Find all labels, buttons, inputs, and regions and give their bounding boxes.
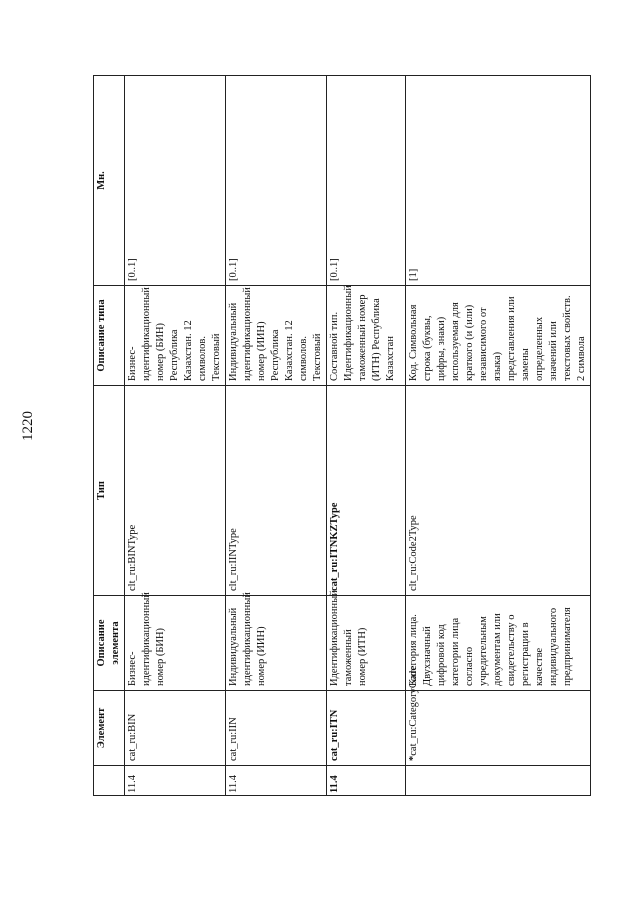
row-type: clt_ru:IINType xyxy=(226,386,327,596)
table-row xyxy=(226,76,327,796)
row-element: cat_ru:BIN xyxy=(125,691,226,766)
elements-table xyxy=(93,75,591,796)
header-element: Элемент xyxy=(94,691,125,766)
row-num xyxy=(406,766,591,796)
row-description: Идентификационный таможенный номер (ИТН) xyxy=(327,596,406,691)
row-description: Индивидуальный идентификационный номер (ИИН) xyxy=(226,596,327,691)
row-type-description: Индивидуальный идентификационный номер (ИИН) Республика Казахстан. 12 символов. Текстовый xyxy=(226,286,327,386)
row-element: cat_ru:ITN xyxy=(327,691,406,766)
row-multiplicity: [1] xyxy=(406,76,591,286)
header-type: Тип xyxy=(94,386,125,596)
row-multiplicity: [0..1] xyxy=(125,76,226,286)
row-element: cat_ru:CategoryCode xyxy=(408,665,419,756)
table-header-row xyxy=(94,76,125,796)
page-number: 1220 xyxy=(20,411,36,441)
rotated-page-content xyxy=(93,76,587,796)
row-type-description: Код. Символьная строка (буквы, цифры, знаки) используемая для краткого (и (или) независимого от языка) представления или замены определенных значений или текстовых свойств. 2 символа xyxy=(406,286,591,386)
row-type-description: Бизнес-идентификационный номер (БИН) Республика Казахстан. 12 символов. Текстовый xyxy=(125,286,226,386)
header-num xyxy=(94,766,125,796)
header-multiplicity: Мн. xyxy=(94,76,125,286)
table-row xyxy=(406,76,591,796)
table-row xyxy=(327,76,406,796)
header-type-description: Описание типа xyxy=(94,286,125,386)
row-num: 11.4 xyxy=(125,766,226,796)
row-type-description: Составной тип. Идентификационный таможенный номер (ИТН) Республика Казахстан xyxy=(327,286,406,386)
row-multiplicity: [0..1] xyxy=(226,76,327,286)
header-element-description: Описание элемента xyxy=(94,596,125,691)
row-type: clt_ru:BINType xyxy=(125,386,226,596)
row-element: cat_ru:IIN xyxy=(226,691,327,766)
row-marker: * xyxy=(408,755,419,761)
row-type: cat_ru:ITNKZType xyxy=(327,386,406,596)
row-description: Категория лица. Двухзначный цифровой код категории лица согласно учредительным документам или свидетельству о регистрации в качестве индивидуального предпринимателя xyxy=(406,596,591,691)
table-row xyxy=(125,76,226,796)
row-num: 11.4 xyxy=(327,766,406,796)
row-description: Бизнес-идентификационный номер (БИН) xyxy=(125,596,226,691)
row-type: clt_ru:Code2Type xyxy=(406,386,591,596)
row-element-cell xyxy=(406,665,591,766)
row-num: 11.4 xyxy=(226,766,327,796)
row-multiplicity: [0..1] xyxy=(327,76,406,286)
